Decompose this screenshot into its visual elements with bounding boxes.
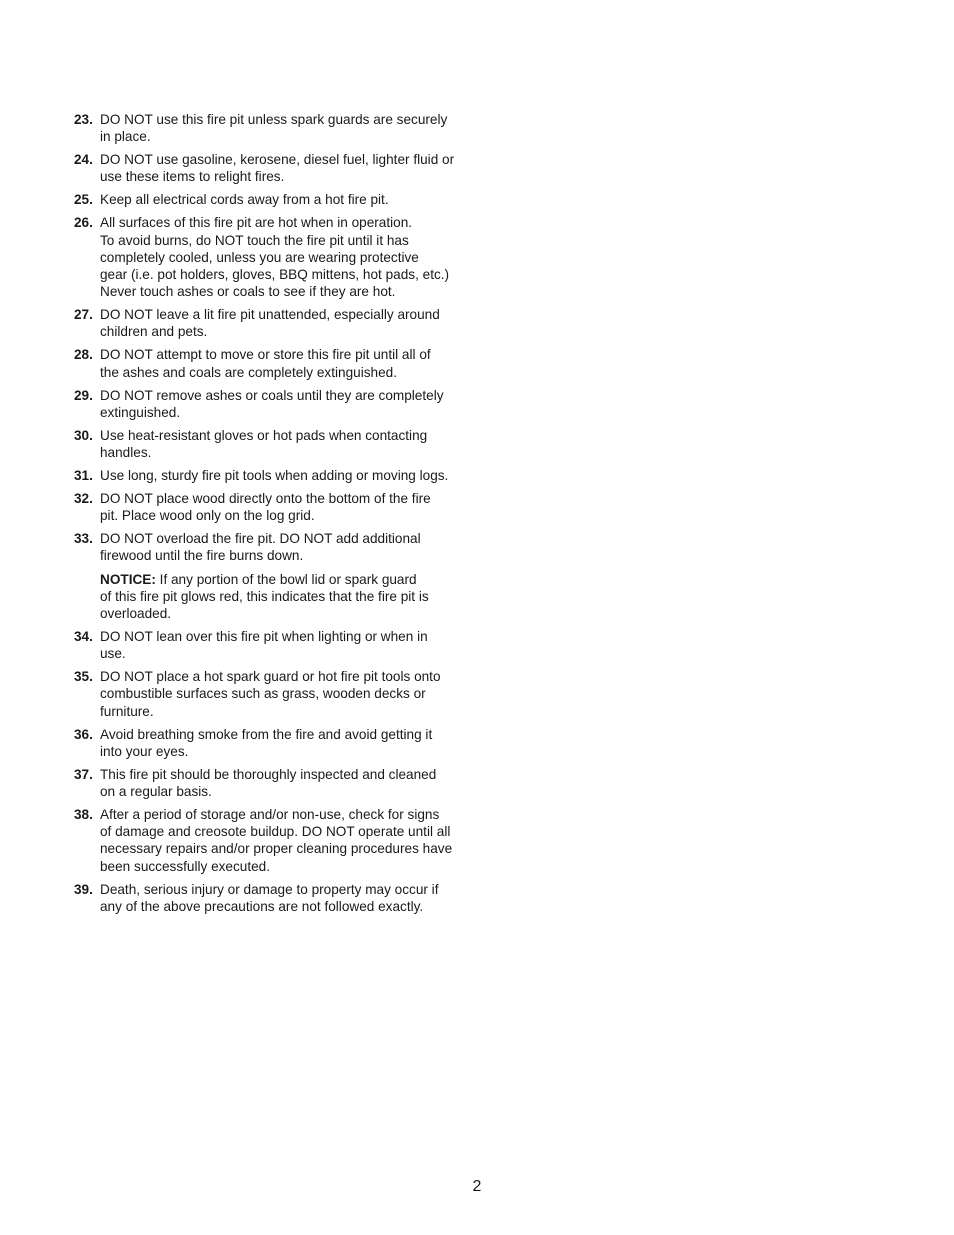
item-number: 31. xyxy=(74,468,93,484)
item-text: DO NOT place a hot spark guard or hot fire pit tools onto combustible surfaces such as grass, wooden decks or furniture. xyxy=(100,669,441,719)
item-text: DO NOT use gasoline, kerosene, diesel fuel, lighter fluid or use these items to relight fires. xyxy=(100,152,455,185)
item-number: 26. xyxy=(74,215,93,231)
item-text: DO NOT remove ashes or coals until they are completely extinguished. xyxy=(100,387,444,420)
item-number: 37. xyxy=(74,766,93,782)
item-number: 32. xyxy=(74,491,93,507)
list-item xyxy=(74,490,474,524)
notice-text: If any portion of the bowl lid or spark guard of this fire pit glows red, this indicates that the fire pit is overloaded. xyxy=(100,571,429,622)
item-number: 39. xyxy=(74,881,93,897)
notice-label: NOTICE: xyxy=(100,571,156,587)
item-number: 35. xyxy=(74,669,93,685)
item-text: After a period of storage and/or non-use, check for signs of damage and creosote buildup. DO NOT operate until all necessary repairs and/or proper cleaning procedures have been successfully executed. xyxy=(100,807,453,874)
list-item xyxy=(74,306,474,340)
item-text: Use long, sturdy fire pit tools when adding or moving logs. xyxy=(100,468,449,484)
item-text: Death, serious injury or damage to property may occur if any of the above precautions are not followed exactly. xyxy=(100,881,439,914)
list-item xyxy=(74,467,474,484)
list-item xyxy=(74,111,474,145)
list-item xyxy=(74,668,474,720)
item-number: 36. xyxy=(74,726,93,742)
item-text: Keep all electrical cords away from a hot fire pit. xyxy=(100,192,389,208)
list-item xyxy=(74,191,474,208)
list-item xyxy=(74,151,474,185)
list-item xyxy=(74,766,474,800)
item-number: 29. xyxy=(74,387,93,403)
item-number: 23. xyxy=(74,112,93,127)
list-item xyxy=(74,346,474,380)
list-item xyxy=(74,881,474,915)
item-number: 34. xyxy=(74,629,93,645)
list-item xyxy=(74,387,474,421)
item-text: DO NOT leave a lit fire pit unattended, especially around children and pets. xyxy=(100,307,440,340)
item-text: DO NOT place wood directly onto the bottom of the fire pit. Place wood only on the log grid. xyxy=(100,491,431,524)
item-number: 25. xyxy=(74,192,93,208)
item-number: 30. xyxy=(74,427,93,443)
list-item xyxy=(74,806,474,875)
list-item xyxy=(74,530,474,564)
item-number: 28. xyxy=(74,347,93,363)
list-item xyxy=(74,427,474,461)
item-number: 27. xyxy=(74,307,93,323)
item-text: Avoid breathing smoke from the fire and avoid getting it into your eyes. xyxy=(100,726,433,759)
item-text: DO NOT attempt to move or store this fire pit until all of the ashes and coals are completely extinguished. xyxy=(100,347,431,380)
safety-precautions-list xyxy=(74,111,474,921)
item-number: 33. xyxy=(74,531,93,547)
item-text: DO NOT use this fire pit unless spark guards are securely in place. xyxy=(100,112,448,145)
item-text: Use heat-resistant gloves or hot pads when contacting handles. xyxy=(100,427,428,461)
list-item xyxy=(74,726,474,760)
list-item xyxy=(74,214,474,300)
item-text: DO NOT lean over this fire pit when lighting or when in use. xyxy=(100,629,428,662)
list-item xyxy=(74,628,474,662)
item-text: DO NOT overload the fire pit. DO NOT add additional firewood until the fire burns down. xyxy=(100,531,421,564)
item-number: 24. xyxy=(74,152,93,168)
page-number: 2 xyxy=(472,1178,482,1195)
item-text: This fire pit should be thoroughly inspected and cleaned on a regular basis. xyxy=(100,766,437,800)
item-text: All surfaces of this fire pit are hot when in operation. To avoid burns, do NOT touch the fire pit until it has completely cooled, unless you are wearing protective gear (i.e. pot holders, gloves, BBQ mittens, hot pads, etc.) Never touch ashes or coals to see if they are hot. xyxy=(100,215,450,300)
item-number: 38. xyxy=(74,807,93,823)
notice-paragraph xyxy=(100,571,474,623)
